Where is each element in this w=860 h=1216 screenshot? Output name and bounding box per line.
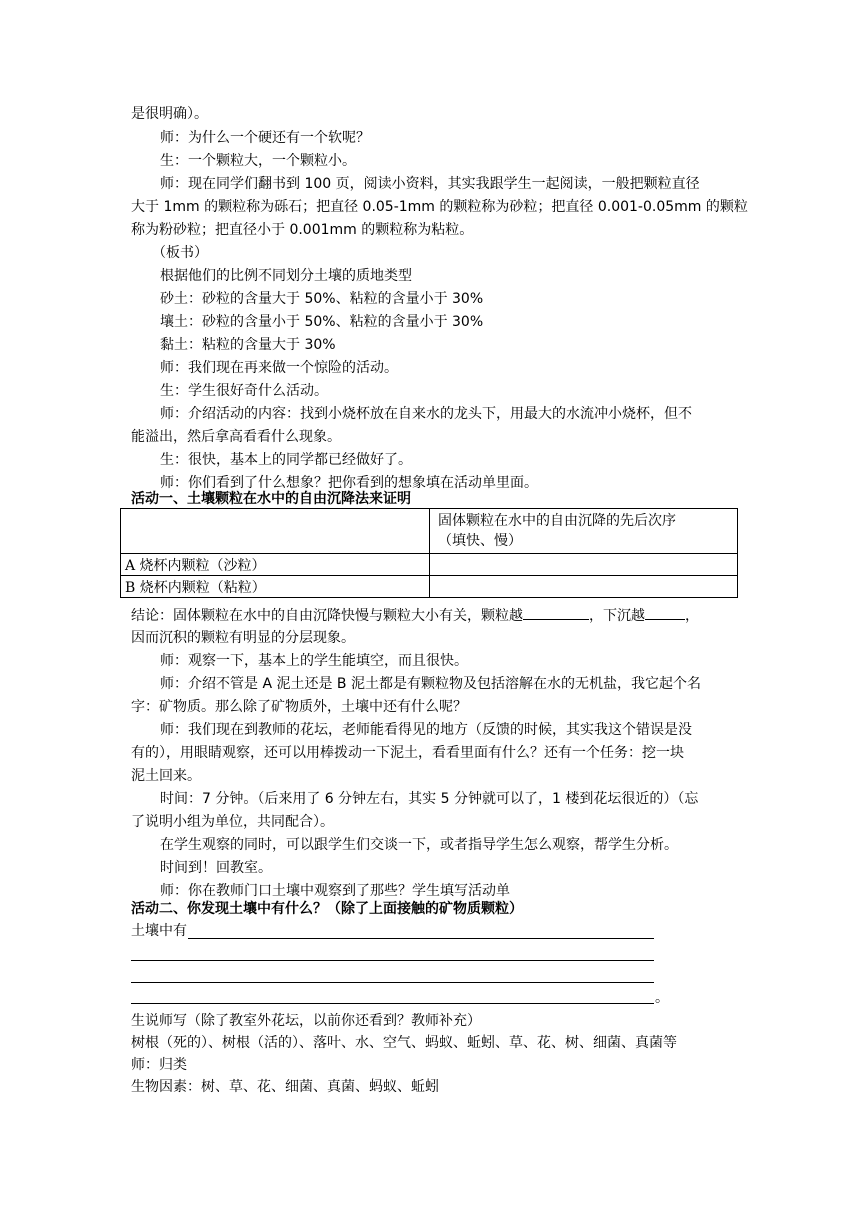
text-line: 师：观察一下，基本上的学生能填空，而且很快。 (160, 653, 468, 669)
text-line: 字：矿物质。那么除了矿物质外，土壤中还有什么呢？ (131, 699, 467, 715)
text-line: 师：为什么一个硬还有一个软呢？ (160, 130, 370, 146)
text-line: 师：归类 (131, 1057, 187, 1073)
answer-line-2[interactable] (131, 960, 654, 961)
activity1-table (120, 508, 738, 598)
text-line: 黏土：粘粒的含量大于 30% (160, 337, 336, 353)
answer-line-4[interactable] (131, 1003, 654, 1004)
table-row-a-input[interactable] (430, 554, 738, 576)
text-line: 生说师写（除了教室外花坛，以前你还看到？教师补充） (131, 1013, 481, 1029)
text-line: 是很明确）。 (131, 106, 208, 122)
table-row-a-label: A 烧杯内颗粒（沙粒） (121, 554, 430, 576)
text-line: 师：你们看到了什么想象？把你看到的想象填在活动单里面。 (160, 475, 538, 491)
text-line: 师：我们现在再来做一个惊险的活动。 (160, 360, 398, 376)
text-line: 在学生观察的同时，可以跟学生们交谈一下，或者指导学生怎么观察，帮学生分析。 (160, 837, 678, 853)
text-line: 师：你在教师门口土壤中观察到了那些？学生填写活动单 (160, 883, 510, 899)
conclusion-text-b: ，下沉越 (589, 608, 645, 624)
fill-blank-speed[interactable] (645, 605, 685, 620)
text-line: 师：介绍活动的内容：找到小烧杯放在自来水的龙头下，用最大的水流冲小烧杯，但不 (160, 406, 692, 422)
text-line: 能溢出，然后拿高看看什么现象。 (131, 429, 341, 445)
fill-blank-size[interactable] (523, 605, 589, 620)
text-line: 有的），用眼睛观察，还可以用棒拨动一下泥土，看看里面有什么？还有一个任务：挖一块 (131, 745, 684, 761)
text-line: 称为粉砂粒；把直径小于 0.001mm 的颗粒称为粘粒。 (131, 222, 474, 238)
table-header-cell (430, 509, 738, 554)
text-line: 时间到！回教室。 (160, 860, 272, 876)
text-line: （板书） (152, 245, 208, 261)
activity1-title: 活动一、土壤颗粒在水中的自由沉降法来证明 (131, 491, 411, 507)
text-line: 时间：7 分钟。（后来用了 6 分钟左右，其实 5 分钟就可以了，1 楼到花坛很近的）（忘 (160, 791, 699, 807)
text-line: 生：很快，基本上的同学都已经做好了。 (160, 452, 412, 468)
table-row-b-input[interactable] (430, 576, 738, 598)
text-line: 生：一个颗粒大，一个颗粒小。 (160, 153, 356, 169)
answer-line-1[interactable] (188, 938, 654, 939)
conclusion-text-c: ， (685, 608, 699, 624)
text-line: 壤土：砂粒的含量小于 50%、粘粒的含量小于 30% (160, 314, 484, 330)
text-line: 师：我们现在到教师的花坛，老师能看得见的地方（反馈的时候，其实我这个错误是没 (160, 722, 692, 738)
text-line: 砂土：砂粒的含量大于 50%、粘粒的含量小于 30% (160, 291, 484, 307)
conclusion-line (131, 605, 699, 626)
text-line: 根据他们的比例不同划分土壤的质地类型 (160, 268, 412, 284)
conclusion-text-a: 结论：固体颗粒在水中的自由沉降快慢与颗粒大小有关，颗粒越 (131, 608, 523, 624)
activity2-prefix: 土壤中有 (131, 923, 187, 939)
table-header-line2: （填快、慢） (438, 533, 522, 549)
conclusion-line-2: 因而沉积的颗粒有明显的分层现象。 (131, 630, 355, 646)
answer-end-mark: 。 (655, 990, 669, 1006)
activity2-title: 活动二、你发现土壤中有什么？（除了上面接触的矿物质颗粒） (131, 901, 523, 917)
table-header-line1: 固体颗粒在水中的自由沉降的先后次序 (438, 513, 676, 529)
text-line: 师：介绍不管是 A 泥土还是 B 泥土都是有颗粒物及包括溶解在水的无机盐，我它起个名 (160, 676, 701, 692)
text-line: 生：学生很好奇什么活动。 (160, 383, 328, 399)
text-line: 大于 1mm 的颗粒称为砾石；把直径 0.05-1mm 的颗粒称为砂粒；把直径 0.001-0.05mm 的颗粒 (131, 199, 748, 215)
text-line: 树根（死的）、树根（活的）、落叶、水、空气、蚂蚁、蚯蚓、草、花、树、细菌、真菌等 (131, 1035, 677, 1051)
text-line: 了说明小组为单位，共同配合）。 (131, 814, 334, 830)
text-line: 泥土回来。 (131, 768, 201, 784)
text-line: 生物因素：树、草、花、细菌、真菌、蚂蚁、蚯蚓 (131, 1079, 439, 1095)
table-row-b-label: B 烧杯内颗粒（粘粒） (121, 576, 430, 598)
text-line: 师：现在同学们翻书到 100 页，阅读小资料，其实我跟学生一起阅读，一般把颗粒直径 (160, 176, 700, 192)
table-corner-cell (121, 509, 430, 554)
answer-line-3[interactable] (131, 982, 654, 983)
